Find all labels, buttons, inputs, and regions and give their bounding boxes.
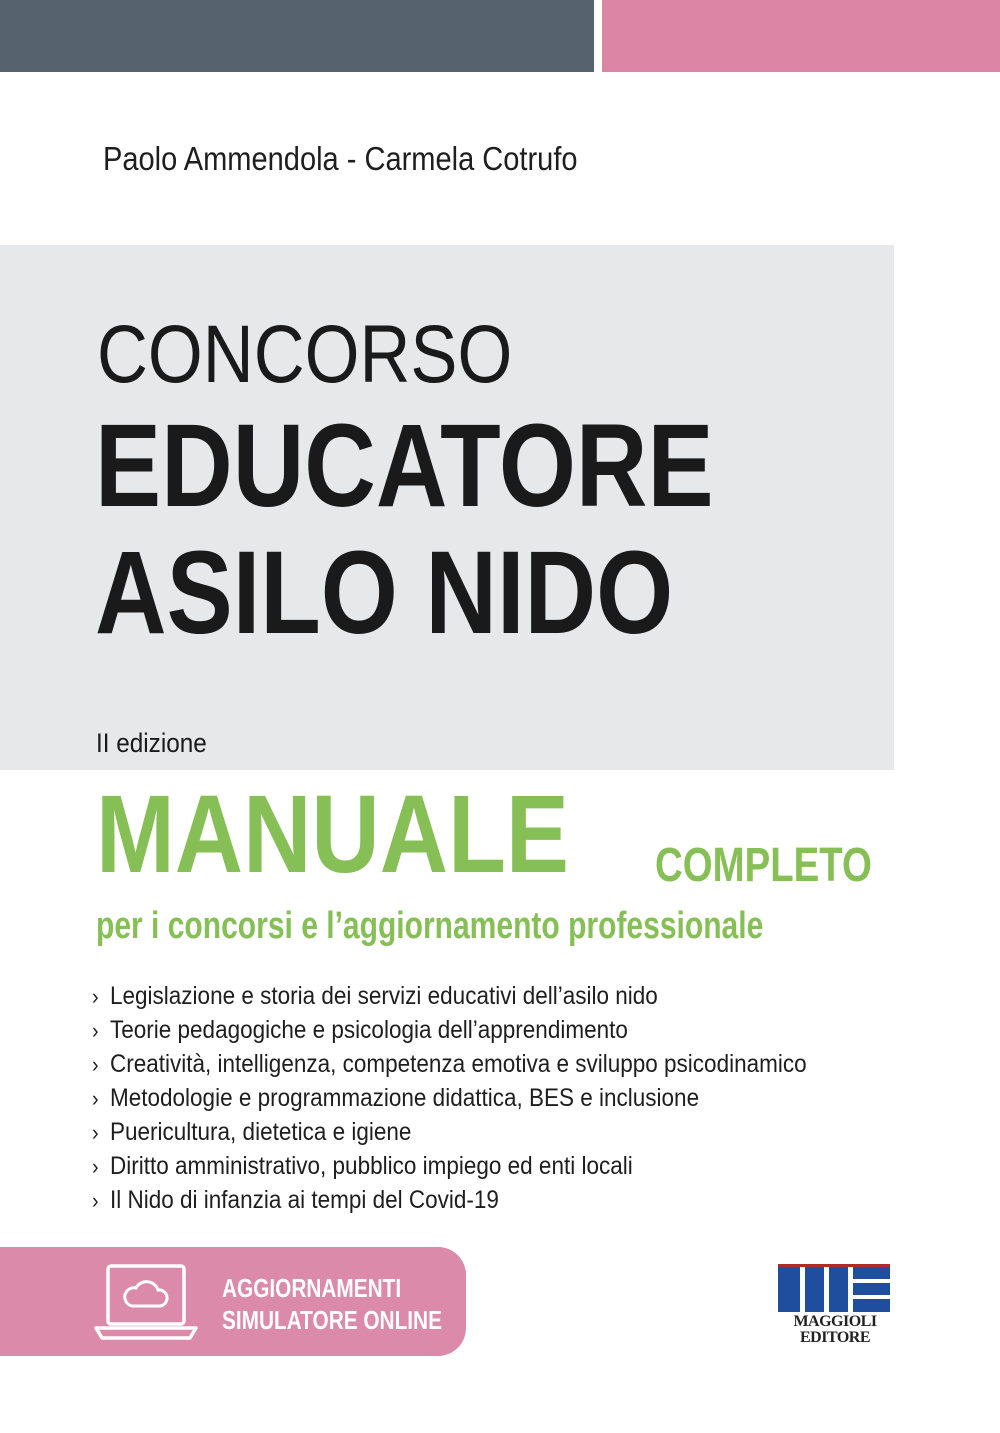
topic-text: Legislazione e storia dei servizi educativi dell’asilo nido: [110, 982, 658, 1010]
publisher-logo: [776, 1264, 894, 1346]
topic-item: [92, 1116, 807, 1150]
chevron-right-icon: ›: [92, 1154, 99, 1179]
title-line-3: ASILO NIDO: [95, 527, 674, 659]
chevron-right-icon: ›: [92, 1086, 99, 1111]
title-line-1: CONCORSO: [97, 309, 513, 400]
edition-label: II edizione: [96, 728, 207, 758]
chevron-right-icon: ›: [92, 1052, 99, 1077]
topic-text: Diritto amministrativo, pubblico impiego ed enti locali: [110, 1152, 633, 1180]
topic-item: [92, 1014, 807, 1048]
topic-item: [92, 1150, 807, 1184]
topic-item: [92, 980, 807, 1014]
topic-item: [92, 1184, 807, 1218]
topic-text: Metodologie e programmazione didattica, BES e inclusione: [110, 1084, 700, 1112]
badge-line-2: SIMULATORE ONLINE: [222, 1305, 442, 1335]
badge-text: [222, 1272, 442, 1336]
chevron-right-icon: ›: [92, 1018, 99, 1043]
chevron-right-icon: ›: [92, 1188, 99, 1213]
topics-list: [92, 980, 886, 1218]
chevron-right-icon: ›: [92, 1120, 99, 1145]
series-title: MANUALE: [96, 773, 569, 896]
chevron-right-icon: ›: [92, 984, 99, 1009]
laptop-cloud-icon: [94, 1262, 198, 1342]
topic-text: Puericultura, dietetica e igiene: [110, 1118, 412, 1146]
authors: Paolo Ammendola - Carmela Cotrufo: [103, 140, 578, 177]
title-line-2: EDUCATORE: [95, 400, 714, 532]
topic-item: [92, 1048, 807, 1082]
publisher-subname: EDITORE: [799, 1329, 870, 1346]
series-qualifier: COMPLETO: [655, 839, 872, 892]
topic-text: Il Nido di infanzia ai tempi del Covid-19: [110, 1186, 499, 1214]
maggioli-logo-icon: [778, 1264, 890, 1312]
topic-item: [92, 1082, 807, 1116]
series-subtitle: per i concorsi e l’aggiornamento professionale: [96, 905, 764, 947]
top-bar-pink: [602, 0, 1000, 72]
topic-text: Creatività, intelligenza, competenza emotiva e sviluppo psicodinamico: [110, 1050, 807, 1078]
topic-text: Teorie pedagogiche e psicologia dell’apprendimento: [110, 1016, 628, 1044]
top-bar-gray: [0, 0, 594, 72]
publisher-name: MAGGIOLI: [793, 1313, 877, 1330]
badge-line-1: AGGIORNAMENTI: [222, 1273, 402, 1303]
